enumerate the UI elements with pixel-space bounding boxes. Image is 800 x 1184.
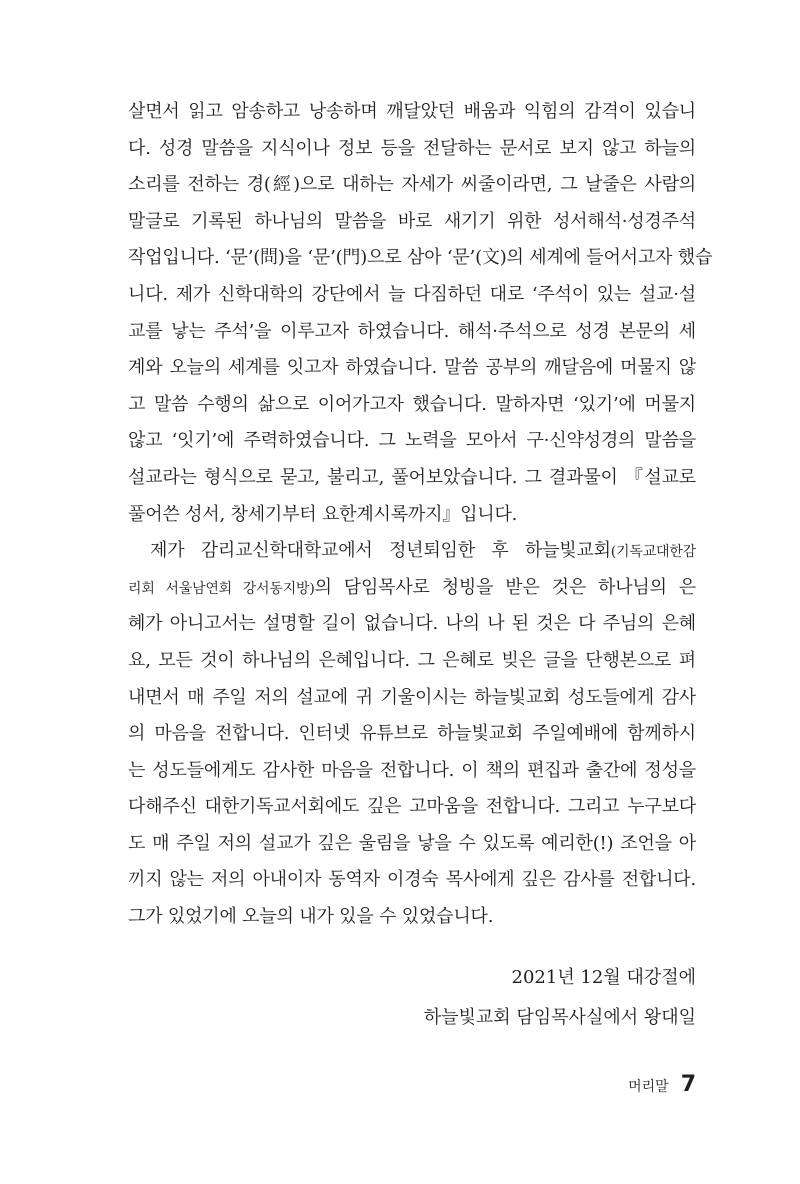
paragraph-line: 교를 낳는 주석’을 이루고자 하였습니다. 해석·주석으로 성경 본문의 세	[128, 320, 696, 342]
page-footer	[628, 1072, 696, 1097]
paragraph-note: 리회 서울남연회 강서동지방)	[128, 580, 315, 597]
signature-block	[424, 958, 696, 1038]
signature-author: 하늘빛교회 담임목사실에서 왕대일	[423, 1007, 696, 1028]
paragraph-line: 살면서 읽고 암송하고 낭송하며 깨달았던 배움과 익힘의 감격이 있습니	[128, 101, 696, 122]
paragraph-line: 끼지 않는 저의 아내이자 동역자 이경숙 목사에게 깊은 감사를 전합니다.	[128, 869, 696, 891]
paragraph-line: 설교라는 형식으로 묻고, 불리고, 풀어보았습니다. 그 결과물이 『설교로	[128, 466, 696, 488]
section-label: 머리말	[628, 1079, 669, 1095]
paragraph-text: 의 담임목사로 청빙을 받은 것은 하나님의 은	[314, 576, 696, 598]
paragraph-note: (기독교대한감	[610, 544, 696, 561]
paragraph-line: 니다. 제가 신학대학의 강단에서 늘 다짐하던 대로 ‘주석이 있는 설교·설	[128, 283, 696, 305]
paragraph-line: 계와 오늘의 세계를 잇고자 하였습니다. 말씀 공부의 깨달음에 머물지 않	[128, 357, 696, 379]
paragraph-line: 고 말씀 수행의 삶으로 이어가고자 했습니다. 말하자면 ‘있기’에 머물지	[128, 393, 696, 415]
paragraph-line	[128, 533, 696, 570]
signature-date: 2021년 12월 대강절에	[511, 967, 696, 988]
paragraph-1	[128, 94, 713, 533]
paragraph-line: 혜가 아니고서는 설명할 길이 없습니다. 나의 나 된 것은 다 주님의 은혜	[128, 613, 696, 635]
paragraph-line: 의 마음을 전합니다. 인터넷 유튜브로 하늘빛교회 주일예배에 함께하시	[128, 723, 696, 745]
paragraph-line: 작업입니다. ‘문’(問)을 ‘문’(門)으로 삼아 ‘문’(文)의 세계에 들어서고자 했습	[128, 247, 713, 269]
paragraph-line: 요, 모든 것이 하나님의 은혜입니다. 그 은혜로 빚은 글을 단행본으로 펴	[128, 649, 696, 671]
paragraph-line: 는 성도들에게도 감사한 마음을 전합니다. 이 책의 편집과 출간에 정성을	[128, 759, 696, 781]
paragraph-line: 다. 성경 말씀을 지식이나 정보 등을 전달하는 문서로 보지 않고 하늘의	[128, 137, 696, 159]
paragraph-line	[128, 570, 696, 607]
paragraph-line: 말글로 기록된 하나님의 말씀을 바로 새기기 위한 성서해석·성경주석	[128, 210, 696, 232]
paragraph-line: 도 매 주일 저의 설교가 깊은 울림을 낳을 수 있도록 예리한(!) 조언을 아	[128, 832, 696, 854]
paragraph-line: 다해주신 대한기독교서회에도 깊은 고마움을 전합니다. 그리고 누구보다	[128, 796, 696, 818]
paragraph-2	[128, 533, 696, 936]
paragraph-line: 내면서 매 주일 저의 설교에 귀 기울이시는 하늘빛교회 성도들에게 감사	[128, 686, 696, 708]
paragraph-text: 제가 감리교신학대학교에서 정년퇴임한 후 하늘빛교회	[150, 540, 611, 562]
paragraph-line: 그가 있었기에 오늘의 내가 있을 수 있었습니다.	[128, 906, 494, 928]
page-number: 7	[680, 1072, 696, 1097]
body-text	[128, 94, 713, 936]
paragraph-line: 풀어쓴 성서, 창세기부터 요한계시록까지』입니다.	[128, 503, 518, 525]
paragraph-line: 소리를 전하는 경(經)으로 대하는 자세가 씨줄이라면, 그 날줄은 사람의	[128, 174, 696, 196]
paragraph-line: 않고 ‘잇기’에 주력하였습니다. 그 노력을 모아서 구·신약성경의 말씀을	[128, 430, 696, 452]
